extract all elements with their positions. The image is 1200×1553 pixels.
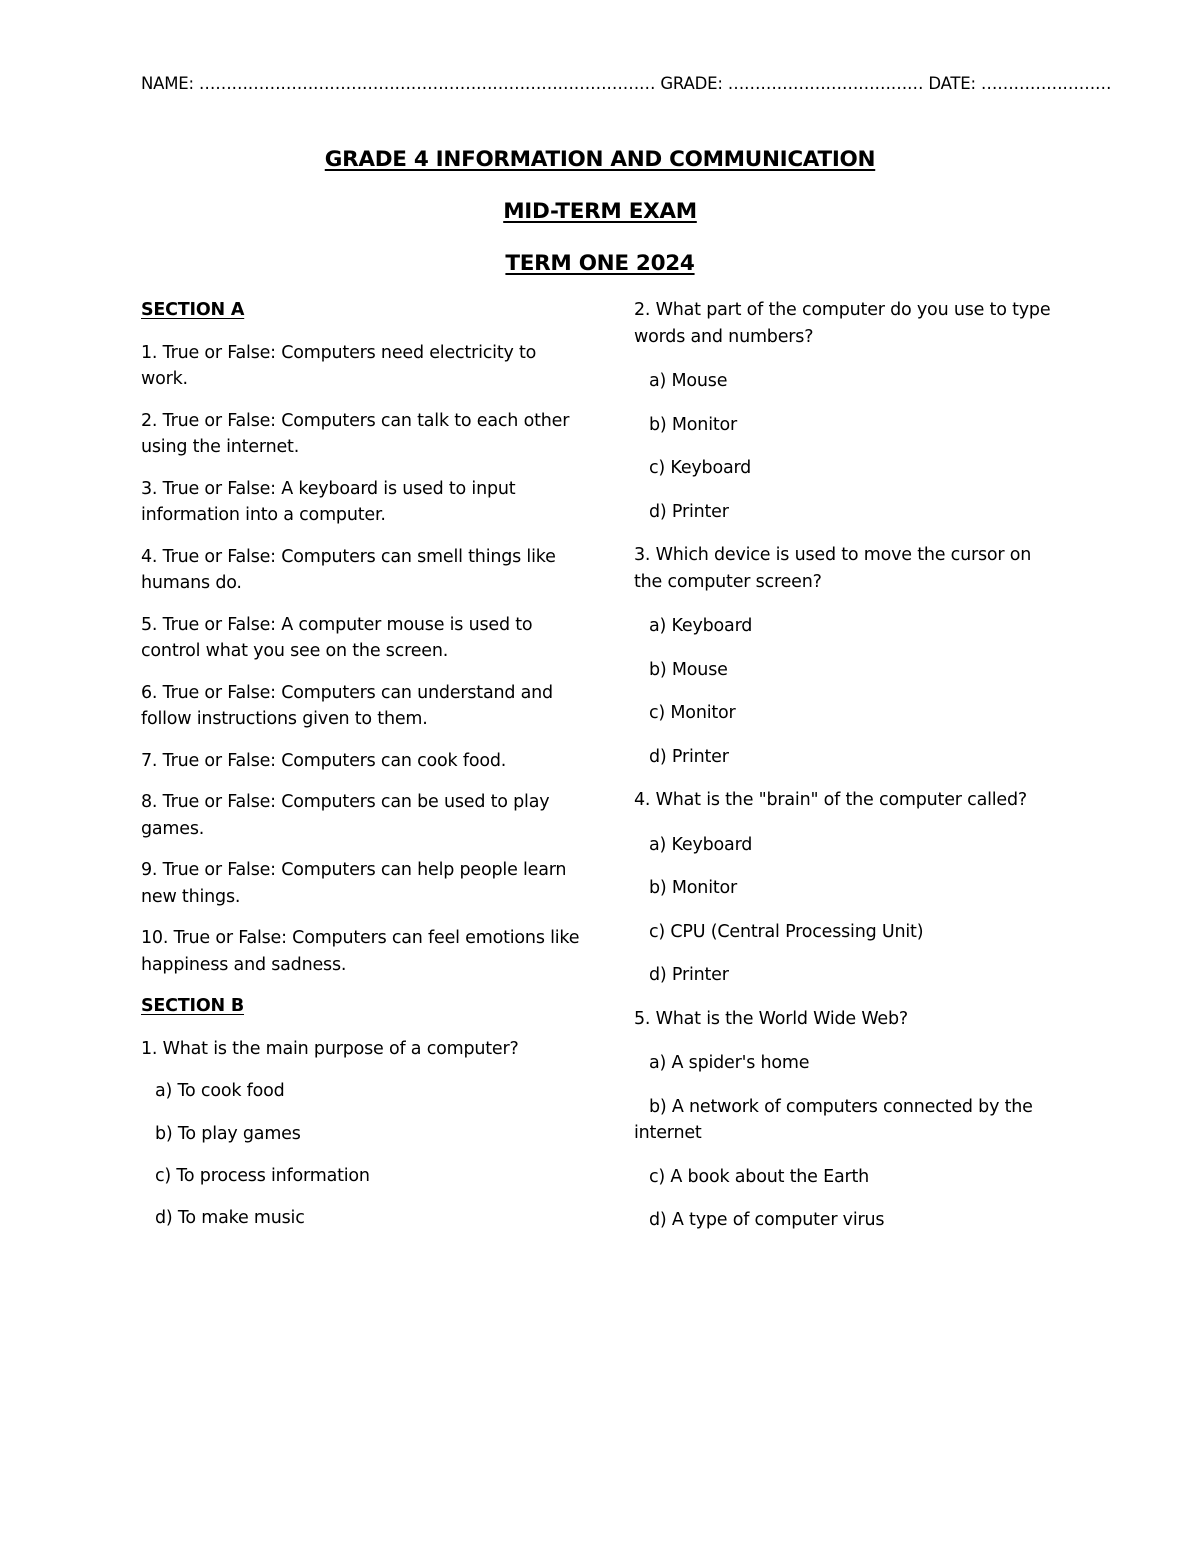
answer-option: d) To make music xyxy=(155,1207,305,1228)
true-false-question: 1. True or False: Computers need electricity to work. xyxy=(141,342,537,389)
answer-option: a) Mouse xyxy=(649,371,728,391)
left-column xyxy=(141,297,581,1248)
true-false-question: 2. True or False: Computers can talk to each other using the internet. xyxy=(141,410,570,457)
answer-option: a) A spider's home xyxy=(649,1053,810,1073)
answer-option: a) Keyboard xyxy=(649,834,753,855)
multiple-choice-question: 5. What is the World Wide Web? xyxy=(634,1008,909,1029)
section-b-title: SECTION B xyxy=(141,996,245,1016)
answer-option: c) A book about the Earth xyxy=(649,1166,870,1187)
true-false-question: 4. True or False: Computers can smell things like humans do. xyxy=(141,546,556,593)
answer-option: c) CPU (Central Processing Unit) xyxy=(649,921,924,942)
answer-option: b) Monitor xyxy=(649,414,738,435)
answer-option: d) Printer xyxy=(649,746,729,767)
true-false-question: 8. True or False: Computers can be used to play games. xyxy=(141,792,550,839)
answer-option: b) Monitor xyxy=(649,878,738,898)
multiple-choice-question: 4. What is the "brain" of the computer called? xyxy=(634,790,1027,810)
right-column xyxy=(634,297,1064,1251)
exam-type-title: MID-TERM EXAM xyxy=(503,199,697,224)
exam-term-title: TERM ONE 2024 xyxy=(505,251,695,276)
exam-subject-title: GRADE 4 INFORMATION AND COMMUNICATION xyxy=(324,147,876,172)
true-false-question: 7. True or False: Computers can cook food. xyxy=(141,750,507,771)
answer-option: b) To play games xyxy=(155,1123,301,1144)
student-details-line: NAME: ………………………………………………………………………… GRADE: ……………………………… DATE: …………………… xyxy=(141,74,1112,93)
multiple-choice-question: 1. What is the main purpose of a computer? xyxy=(141,1038,519,1059)
answer-option: c) Keyboard xyxy=(649,458,752,478)
answer-option: d) A type of computer virus xyxy=(649,1210,885,1230)
true-false-question: 5. True or False: A computer mouse is used to control what you see on the screen. xyxy=(141,614,533,661)
multiple-choice-question: 3. Which device is used to move the cursor on the computer screen? xyxy=(634,545,1032,592)
answer-option: a) Keyboard xyxy=(649,616,753,636)
true-false-question: 3. True or False: A keyboard is used to input information into a computer. xyxy=(141,478,516,525)
answer-option: c) To process information xyxy=(155,1166,370,1186)
answer-option: a) To cook food xyxy=(155,1081,285,1101)
answer-option: d) Printer xyxy=(649,501,729,522)
multiple-choice-question: 2. What part of the computer do you use to type words and numbers? xyxy=(634,300,1051,347)
answer-option: b) Mouse xyxy=(649,659,728,680)
true-false-question: 6. True or False: Computers can understand and follow instructions given to them. xyxy=(141,682,553,729)
answer-option: d) Printer xyxy=(649,965,729,985)
true-false-question: 9. True or False: Computers can help people learn new things. xyxy=(141,860,567,907)
exam-titles xyxy=(0,143,1200,281)
section-a-title: SECTION A xyxy=(141,300,245,320)
answer-option: c) Monitor xyxy=(649,703,736,723)
true-false-question: 10. True or False: Computers can feel emotions like happiness and sadness. xyxy=(141,928,580,975)
answer-option: b) A network of computers connected by the internet xyxy=(634,1096,1033,1143)
